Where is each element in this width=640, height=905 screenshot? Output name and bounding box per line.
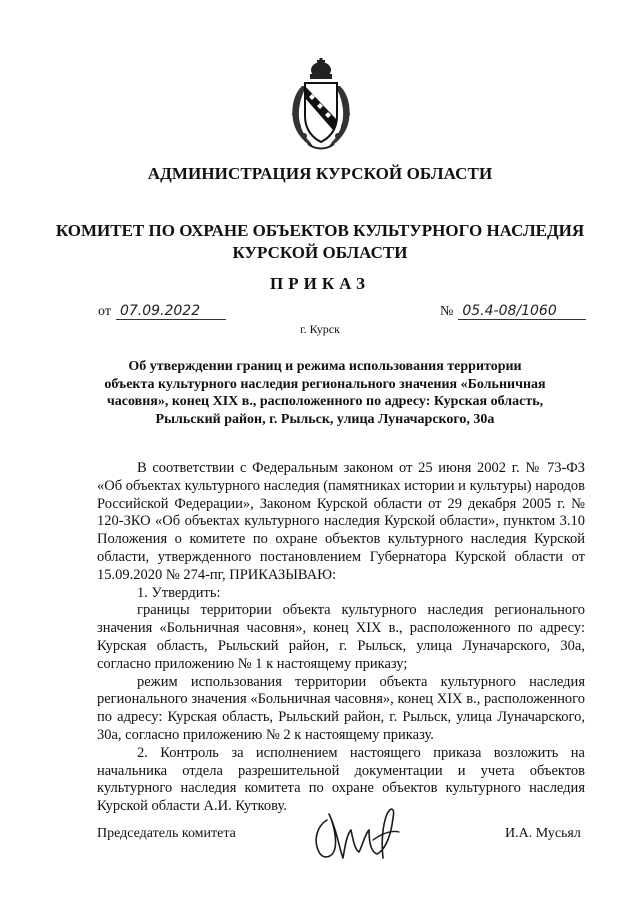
committee-heading-line: КУРСКОЙ ОБЛАСТИ xyxy=(232,243,408,262)
paragraph-preamble: В соответствии с Федеральным законом от 25 июня 2002 г. № 73-ФЗ «Об объектах культурного наследия (памятниках истории и культуры) народов Российской Федерации», Законом Курской области от 29 декабря 2005 г. № 120-ЗКО «Об объектах культурного наследия Курской области», пунктом 3.10 Положения о комитете по охране объектов культурного наследия Курской области, утвержденного постановлением Губернатора Курской области от 15.09.2020 № 274-пг, ПРИКАЗЫВАЮ: xyxy=(97,460,585,583)
document-title xyxy=(80,358,570,428)
document-type: ПРИКАЗ xyxy=(270,274,370,293)
title-line: объекта культурного наследия регионального значения «Больничная xyxy=(104,376,546,392)
paragraph-item-2: 2. Контроль за исполнением настоящего приказа возложить на начальника отдела разрешительной документации и учета объектов культурного наследия комитета по охране объектов культурного наследия Курской области А.И. Куткову. xyxy=(97,744,585,815)
number-line xyxy=(440,304,586,320)
title-line: часовня», конец XIX в., расположенного по адресу: Курская область, xyxy=(106,394,544,409)
kursk-coat-of-arms-icon xyxy=(288,58,354,152)
signer-position: Председатель комитета xyxy=(97,826,236,841)
committee-heading-line: КОМИТЕТ ПО ОХРАНЕ ОБЪЕКТОВ КУЛЬТУРНОГО НАСЛЕДИЯ xyxy=(55,221,585,240)
date-line xyxy=(98,304,226,320)
paragraph-regime: режим использования территории объекта культурного наследия регионального значения «Больничная часовня», конец XIX в., расположенного по адресу: Курская область, Рыльский район, г. Рыльск, улица Луначарского, 30а, согласно приложению № 2 к настоящему приказу. xyxy=(97,673,585,743)
date-value: 07.09.2022 xyxy=(116,304,226,320)
paragraph-item-1: 1. Утвердить: xyxy=(137,584,221,601)
handwritten-signature-icon xyxy=(307,800,403,870)
administration-heading: АДМИНИСТРАЦИЯ КУРСКОЙ ОБЛАСТИ xyxy=(147,164,493,183)
number-label: № xyxy=(440,304,454,319)
number-value: 05.4-08/1060 xyxy=(458,304,586,320)
signer-name: И.А. Мусьял xyxy=(505,826,581,841)
date-label: от xyxy=(98,304,111,319)
paragraph-boundaries: границы территории объекта культурного наследия регионального значения «Больничная часовня», конец XIX в., расположенного по адресу: Курская область, Рыльский район, г. Рыльск, улица Луначарского, 30а, согласно приложению № 1 к настоящему приказу; xyxy=(97,602,585,672)
signature-block xyxy=(97,816,597,876)
document-body xyxy=(97,460,585,816)
title-line: Об утверждении границ и режима использования территории xyxy=(128,359,522,374)
city: г. Курск xyxy=(300,322,340,336)
committee-heading xyxy=(0,220,640,264)
title-line: Рыльский район, г. Рыльск, улица Луначарского, 30а xyxy=(155,411,495,427)
